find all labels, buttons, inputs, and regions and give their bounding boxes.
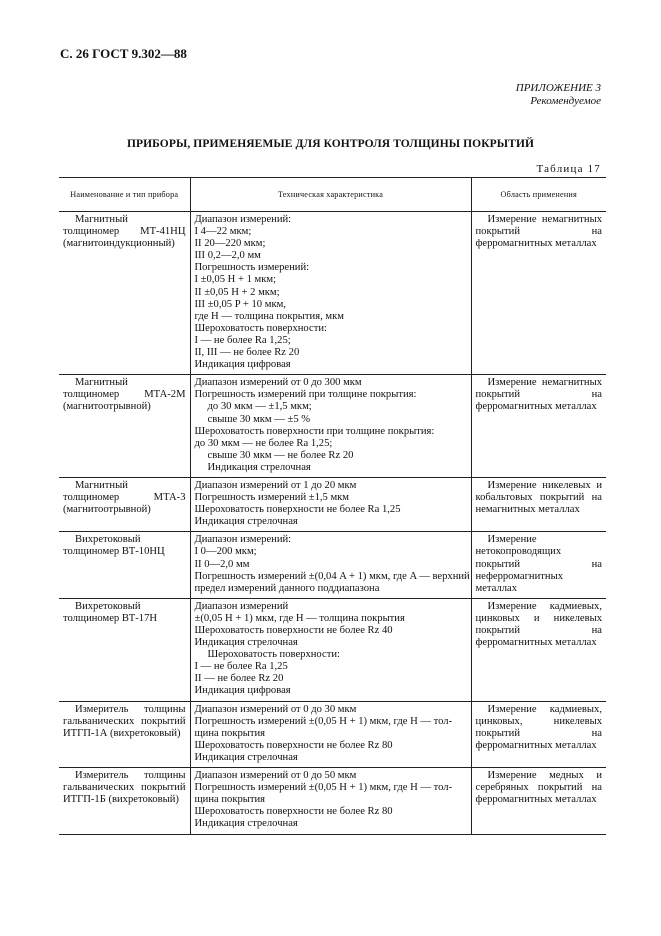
spec-line: Индикация цифровая (194, 359, 291, 371)
spec-line: III ±0,05 P + 10 мкм, (194, 298, 286, 310)
table-row (59, 477, 606, 531)
spec-line: Погрешность измерений ±(0,05 H + 1) мкм, где H — тол- (194, 715, 453, 727)
device-name-cell: Измеритель толщины гальванических покрытий ИТГП-1А (вихретоковый) (59, 701, 190, 767)
page-header: С. 26 ГОСТ 9.302—88 (60, 46, 187, 61)
spec-line: Шероховатость поверхности не более Rz 40 (194, 625, 393, 636)
column-header-area: Область применения (471, 178, 606, 212)
device-spec-cell (190, 768, 471, 834)
spec-line: Диапазон измерений (194, 600, 289, 612)
device-name-cell: Магнитный толщиномер МТА-3 (магнитоотрывной) (59, 477, 190, 531)
table-row (59, 598, 606, 701)
table-row (59, 212, 606, 375)
application-area-cell: Измерение кадмиевых, цинковых и никелевых покрытий на ферромагнитных металлах (471, 598, 606, 701)
application-area-cell: Измерение кадмиевых, цинковых, никелевых покрытий на ферромагнитных металлах (471, 701, 606, 767)
spec-line: Диапазон измерений от 0 до 300 мкм (194, 377, 362, 389)
spec-line: Погрешность измерений ±(0,05 H + 1) мкм, где H — тол- (194, 782, 453, 794)
device-name-cell: Магнитный толщиномер МТА-2М (магнитоотрывной) (59, 375, 190, 478)
spec-line: Погрешность измерений ±(0,04 A + 1) мкм, где A — верхний (194, 570, 470, 582)
devices-table (59, 177, 606, 835)
spec-line: Индикация стрелочная (194, 637, 298, 649)
spec-line: Диапазон измерений от 1 до 20 мкм (194, 479, 357, 491)
spec-line: I ±0,05 H + 1 мкм; (194, 274, 277, 286)
device-spec-cell (190, 477, 471, 531)
table-row (59, 768, 606, 834)
application-area-cell: Измерение никелевых и кобальтовых покрытий на немагнитных металлах (471, 477, 606, 531)
spec-line: щина покрытия (194, 794, 266, 806)
spec-line: II 20—220 мкм; (194, 238, 266, 250)
spec-line: Погрешность измерений при толщине покрытия: (194, 389, 417, 401)
column-header-spec: Техническая характеристика (190, 178, 471, 212)
spec-line: I 0—200 мкм; (194, 546, 257, 558)
spec-line: I 4—22 мкм; (194, 226, 252, 238)
spec-line: до 30 мкм — не более Ra 1,25; (194, 437, 333, 449)
application-area-cell: Измерение нетокопроводящих покрытий на неферромагнитных металлах (471, 532, 606, 598)
column-header-name: Наименование и тип прибора (59, 178, 190, 212)
spec-line: Диапазон измерений: (194, 214, 292, 225)
table-row (59, 532, 606, 598)
device-spec-cell (190, 375, 471, 478)
spec-line: Шероховатость поверхности при толщине покрытия: (194, 425, 435, 437)
device-name-cell: Вихретоковый толщиномер ВТ-17Н (59, 598, 190, 701)
spec-line: I — не более Ra 1,25 (194, 661, 288, 673)
application-area-cell: Измерение немагнитных покрытий на ферромагнитных металлах (471, 212, 606, 375)
table-header-row (59, 178, 606, 212)
spec-line: II 0—2,0 мм (194, 558, 250, 570)
appendix-block (516, 82, 601, 108)
table-caption: Таблица 17 (536, 163, 601, 175)
spec-line: ±(0,05 H + 1) мкм, где H — толщина покрытия (194, 612, 405, 624)
spec-line: Индикация стрелочная (194, 818, 298, 830)
spec-line: Шероховатость поверхности: (207, 649, 340, 661)
application-area-cell: Измерение немагнитных покрытий на ферромагнитных металлах (471, 375, 606, 478)
spec-line: Диапазон измерений от 0 до 30 мкм (194, 703, 357, 715)
spec-line: III 0,2—2,0 мм (194, 250, 261, 262)
spec-line: свыше 30 мкм — не более Rz 20 (207, 449, 354, 461)
spec-line: свыше 30 мкм — ±5 % (207, 413, 311, 425)
spec-line: щина покрытия (194, 727, 266, 739)
spec-line: до 30 мкм — ±1,5 мкм; (207, 401, 312, 413)
spec-line: Диапазон измерений: (194, 534, 292, 546)
spec-line: Погрешность измерений ±1,5 мкм (194, 492, 350, 504)
device-name-cell: Магнитный толщиномер МТ-41НЦ (магнитоиндукционный) (59, 212, 190, 375)
spec-line: Индикация стрелочная (207, 461, 311, 473)
spec-line: где H — толщина покрытия, мкм (194, 310, 344, 322)
device-name-cell: Измеритель толщины гальванических покрытий ИТГП-1Б (вихретоковый) (59, 768, 190, 834)
spec-line: Шероховатость поверхности не более Rz 80 (194, 739, 393, 751)
spec-line: Индикация цифровая (194, 685, 291, 697)
device-name-cell: Вихретоковый толщиномер ВТ-10НЦ (59, 532, 190, 598)
spec-line: Индикация стрелочная (194, 751, 298, 763)
appendix-status: Рекомендуемое (530, 95, 601, 107)
spec-line: предел измерений данного поддиапазона (194, 582, 380, 594)
spec-line: Шероховатость поверхности: (194, 322, 327, 334)
spec-line: Шероховатость поверхности не более Ra 1,25 (194, 504, 401, 516)
application-area-cell: Измерение медных и серебряных покрытий на ферромагнитных металлах (471, 768, 606, 834)
spec-line: Индикация стрелочная (194, 516, 298, 528)
spec-line: II ±0,05 H + 2 мкм; (194, 286, 280, 298)
spec-line: II, III — не более Rz 20 (194, 347, 300, 359)
device-spec-cell (190, 532, 471, 598)
appendix-label: ПРИЛОЖЕНИЕ 3 (515, 82, 601, 94)
table-row (59, 375, 606, 478)
page-title: ПРИБОРЫ, ПРИМЕНЯЕМЫЕ ДЛЯ КОНТРОЛЯ ТОЛЩИНЫ ПОКРЫТИЙ (126, 138, 535, 150)
spec-line: Диапазон измерений от 0 до 50 мкм (194, 770, 357, 782)
device-spec-cell (190, 598, 471, 701)
spec-line: I — не более Ra 1,25; (194, 334, 291, 346)
table-row (59, 701, 606, 767)
spec-line: Шероховатость поверхности не более Rz 80 (194, 806, 393, 818)
spec-line: II — не более Rz 20 (194, 673, 284, 685)
table-body (59, 212, 606, 835)
device-spec-cell (190, 212, 471, 375)
device-spec-cell (190, 701, 471, 767)
spec-line: Погрешность измерений: (194, 262, 310, 274)
